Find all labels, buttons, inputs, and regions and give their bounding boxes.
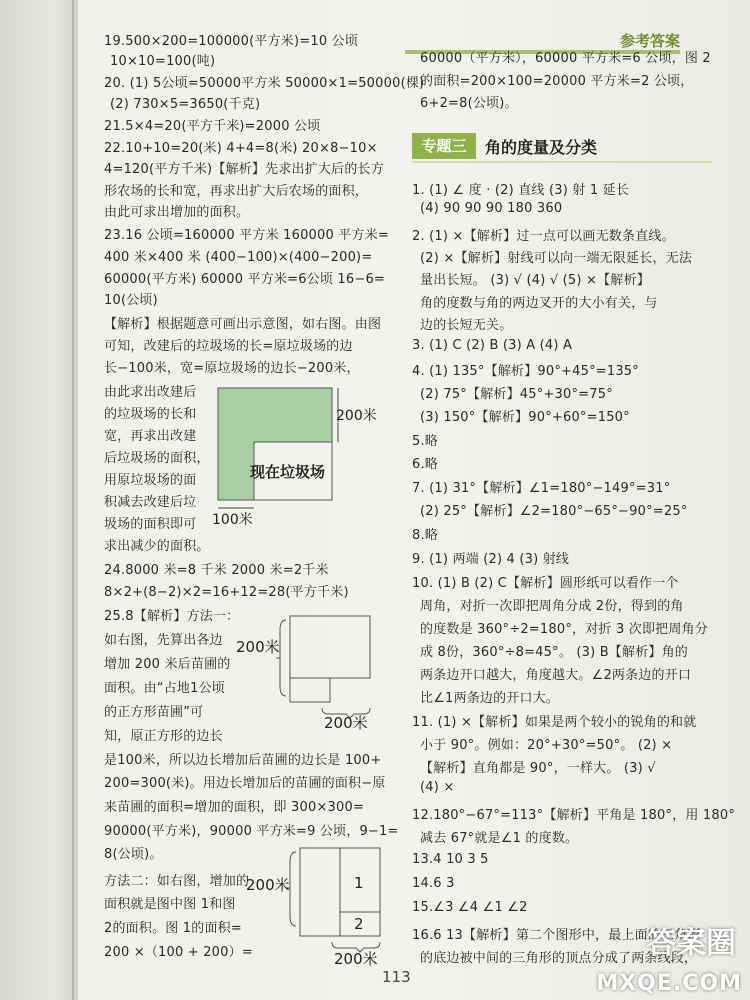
text-line: 7. (1) 31°【解析】∠1=180°−149°=31° — [412, 481, 671, 496]
page-number: 113 — [382, 968, 411, 986]
text-line: 量出长短。 (3) √ (4) √ (5) ×【解析】 — [420, 273, 650, 288]
text-line: 可知，改建后的垃圾场的长=原垃圾场的边 — [104, 339, 353, 354]
text-line: 小于 90°。例如：20°+30°=50°。 (2) × — [420, 738, 673, 753]
text-line: 是100米，所以边长增加后苗圃的边长是 100+ — [104, 753, 382, 768]
text-line: 如右图，先算出各边 — [104, 633, 223, 648]
text-line: 60000（平方米），60000 平方米=6 公顷，图 2 — [420, 51, 711, 66]
text-line: (2) 730×5=3650(千克) — [110, 97, 261, 112]
label-left-200m: 200米 — [236, 638, 280, 656]
text-line: 长−100米，宽=原垃圾场的边长−200米， — [104, 361, 360, 376]
text-line: 知，原正方形的边长 — [104, 729, 223, 744]
text-line: 9. (1) 两端 (2) 4 (3) 射线 — [412, 552, 570, 567]
text-line: 面积就是图中图 1和图 — [104, 897, 236, 912]
text-line: 22.10+10=20(米) 4+4=8(米) 20×8−10× — [104, 141, 378, 156]
text-line: 6+2=8(公顷)。 — [420, 96, 518, 111]
label-bottom-200m: 200米 — [334, 950, 378, 968]
text-line: 15.∠3 ∠4 ∠1 ∠2 — [412, 900, 528, 915]
text-line: 形农场的长和宽，再求出扩大后农场的面积， — [104, 184, 369, 199]
text-line: 后垃圾场的面积， — [104, 451, 210, 466]
text-line: 90000(平方米)，90000 平方米=9 公顷，9−1= — [104, 824, 399, 839]
text-line: (2) 25°【解析】∠2=180°−65°−90°=25° — [420, 504, 688, 519]
text-line: 的度数是 360°÷2=180°，对折 3 次即把周角分 — [420, 622, 708, 637]
section-tag: 专题三 — [412, 133, 476, 159]
text-line: 11. (1) ×【解析】如果是两个较小的锐角的和就 — [412, 715, 697, 730]
label-current-yard: 现在垃圾场 — [250, 463, 326, 481]
text-line: (4) 90 90 90 180 360 — [420, 201, 563, 216]
text-line: 3. (1) C (2) B (3) A (4) A — [412, 338, 573, 353]
label-region-1: 1 — [354, 874, 364, 892]
text-line: 圾场的面积即可 — [104, 517, 197, 532]
text-line: 14.6 3 — [412, 876, 455, 891]
text-line: 的正方形苗圃”可 — [104, 705, 204, 720]
text-line: 4. (1) 135°【解析】90°+45°=135° — [412, 364, 639, 379]
figure-garbage-yard — [200, 378, 380, 528]
text-line: (3) 150°【解析】90°+60°=150° — [420, 410, 630, 425]
text-line: 由此求出改建后 — [104, 385, 197, 400]
text-line: 8.略 — [412, 528, 439, 543]
text-line: 200=300(米)。用边长增加后的苗圃的面积−原 — [104, 776, 386, 791]
header-title: 参考答案 — [619, 32, 680, 50]
text-line: (2) ×【解析】射线可以向一端无限延长，无法 — [420, 251, 693, 266]
text-line: 2. (1) ×【解析】过一点可以画无数条直线。 — [412, 229, 675, 244]
text-line: 1. (1) ∠ 度 · (2) 直线 (3) 射 1 延长 — [412, 183, 630, 198]
text-line: 5.略 — [412, 434, 439, 449]
text-line: 13.4 10 3 5 — [412, 852, 489, 867]
label-200m: 200米 — [336, 408, 377, 424]
book-gutter — [0, 0, 78, 1000]
text-line: 4=120(平方千米)【解析】先求出扩大后的长方 — [104, 162, 384, 177]
text-line: 19.500×200=100000(平方米)=10 公顷 — [104, 34, 359, 49]
figure-nursery-method-one — [236, 610, 386, 730]
label-100m: 100米 — [212, 512, 253, 528]
text-line: 200 ×（100 + 200）= — [104, 945, 253, 960]
text-line: 增加 200 米后苗圃的 — [104, 657, 231, 672]
label-bottom-200m: 200米 — [324, 714, 368, 730]
text-line: 2的面积。图 1的面积= — [104, 921, 242, 936]
text-line: 12.180°−67°=113°【解析】平角是 180°，用 180° — [412, 808, 736, 823]
text-line: 8(公顷)。 — [104, 847, 163, 862]
text-line: 的垃圾场的长和 — [104, 407, 197, 422]
text-line: 60000(平方米) 60000 平方米=6公顷 16−6= — [104, 272, 386, 287]
text-line: 面积。由“占地1公顷 — [104, 681, 226, 696]
text-line: 10. (1) B (2) C【解析】圆形纸可以看作一个 — [412, 576, 679, 591]
brace-left — [276, 620, 286, 696]
text-line: 方法二：如右图，增加的 — [104, 874, 250, 889]
figure-original-nursery — [290, 678, 330, 702]
text-line: 角的度数与角的两边叉开的大小有关，与 — [420, 296, 658, 311]
text-line: 16.6 13【解析】第二个图形中，最上面的三角形 — [412, 928, 701, 943]
text-line: 8×2+(8−2)×2=16+12=28(平方千米) — [104, 585, 349, 600]
text-line: 边的长短无关。 — [420, 318, 513, 333]
text-line: 用原垃圾场的面 — [104, 473, 197, 488]
text-line: 周角，对折一次即把周角分成 2份，得到的角 — [420, 599, 684, 614]
text-line: 成 8份，360°÷8=45°。 (3) B【解析】角的 — [420, 645, 689, 660]
text-line: 6.略 — [412, 457, 439, 472]
text-line: 求出减少的面积。 — [104, 539, 210, 554]
text-line: 宽，再求出改建 — [104, 429, 197, 444]
text-line: 【解析】根据题意可画出示意图，如右图。由图 — [104, 317, 382, 332]
text-line: 20. (1) 5公顷=50000平方米 50000×1=50000(棵) — [104, 76, 425, 91]
text-line: 来苗圃的面积=增加的面积，即 300×300= — [104, 800, 365, 815]
section-underline — [412, 161, 712, 163]
watermark-url: MXQE.COM — [596, 971, 742, 996]
text-line: (4) × — [420, 780, 455, 795]
label-region-2: 2 — [354, 915, 364, 933]
text-line: 23.16 公顷=160000 平方米 160000 平方米= — [104, 228, 389, 243]
text-line: 两条边开口越大，角度越大。∠2两条边的开口 — [420, 668, 692, 683]
text-line: 积减去改建后垃 — [104, 495, 197, 510]
text-line: 10×10=100(吨) — [110, 54, 216, 69]
text-line: (2) 75°【解析】45°+30°=75° — [420, 387, 613, 402]
section-title: 角的度量及分类 — [485, 138, 598, 157]
figure-nursery-method-two — [246, 844, 396, 968]
text-line: 10(公顷) — [104, 293, 158, 308]
gutter-divider — [72, 0, 74, 1000]
text-line: 的底边被中间的三角形的顶点分成了两条线段， — [420, 951, 698, 966]
text-line: 24.8000 米=8 千米 2000 米=2千米 — [104, 563, 329, 578]
text-line: 400 米×400 米 (400−100)×(400−200)= — [104, 250, 373, 265]
text-line: 的面积=200×100=20000 平方米=2 公顷， — [420, 74, 694, 89]
text-line: 比∠1两条边的开口大。 — [420, 691, 560, 706]
label-left-200m: 200米 — [246, 876, 290, 894]
text-line: 25.8【解析】方法一： — [104, 609, 240, 624]
text-line: 减去 67°就是∠1 的度数。 — [420, 831, 579, 846]
text-line: 21.5×4=20(平方千米)=2000 公顷 — [104, 119, 321, 134]
watermark-logo-text: 答案圈 — [646, 926, 736, 961]
text-line: 【解析】直角都是 90°，一样大。 (3) √ — [420, 761, 656, 776]
text-line: 由此可求出增加的面积。 — [104, 205, 250, 220]
